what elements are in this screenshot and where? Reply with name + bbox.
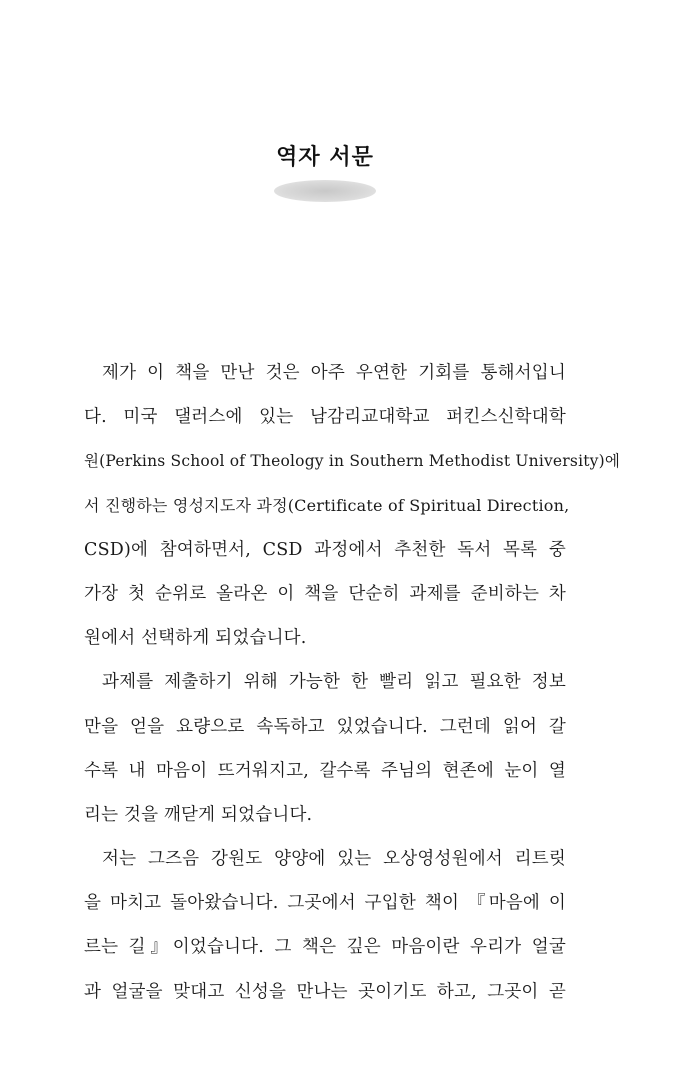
- paragraph-3-line-4: 과 얼굴을 맞대고 신성을 만나는 곳이기도 하고, 그곳이 곧: [84, 981, 566, 1002]
- body-text: [84, 351, 621, 1014]
- paragraph-1-line-1: 제가 이 책을 만난 것은 아주 우연한 기회를 통해서입니: [102, 363, 566, 383]
- paragraph-3-line-3: 르는 길』이었습니다. 그 책은 깊은 마음이란 우리가 얼굴: [84, 937, 566, 958]
- paragraph-1-line-3: 원(Perkins School of Theology in Southern Methodist University)에: [84, 452, 621, 471]
- paragraph-2-line-4: 리는 것을 깨닫게 되었습니다.: [84, 804, 313, 825]
- paragraph-1-line-7: 원에서 선택하게 되었습니다.: [84, 628, 307, 649]
- paragraph-3-line-1: 저는 그즈음 강원도 양양에 있는 오상영성원에서 리트릿: [102, 849, 566, 870]
- paragraph-1-line-6: 가장 첫 순위로 올라온 이 책을 단순히 과제를 준비하는 차: [84, 583, 566, 604]
- page-title: 역자 서문: [276, 145, 374, 170]
- paragraph-2-line-1: 과제를 제출하기 위해 가능한 한 빨리 읽고 필요한 정보: [102, 672, 566, 693]
- title-ornament: [274, 180, 376, 202]
- paragraph-1-line-2: 다. 미국 댈러스에 있는 남감리교대학교 퍼킨스신학대학: [84, 407, 566, 428]
- paragraph-2-line-3: 수록 내 마음이 뜨거워지고, 갈수록 주님의 현존에 눈이 열: [84, 760, 566, 781]
- paragraph-3-line-2: 을 마치고 돌아왔습니다. 그곳에서 구입한 책이 『마음에 이: [84, 893, 566, 914]
- paragraph-1-line-4: 서 진행하는 영성지도자 과정(Certificate of Spiritual Direction,: [84, 495, 570, 515]
- paragraph-1-line-5: CSD)에 참여하면서, CSD 과정에서 추천한 독서 목록 중: [84, 539, 566, 560]
- paragraph-2-line-2: 만을 얻을 요량으로 속독하고 있었습니다. 그런데 읽어 갈: [84, 716, 566, 737]
